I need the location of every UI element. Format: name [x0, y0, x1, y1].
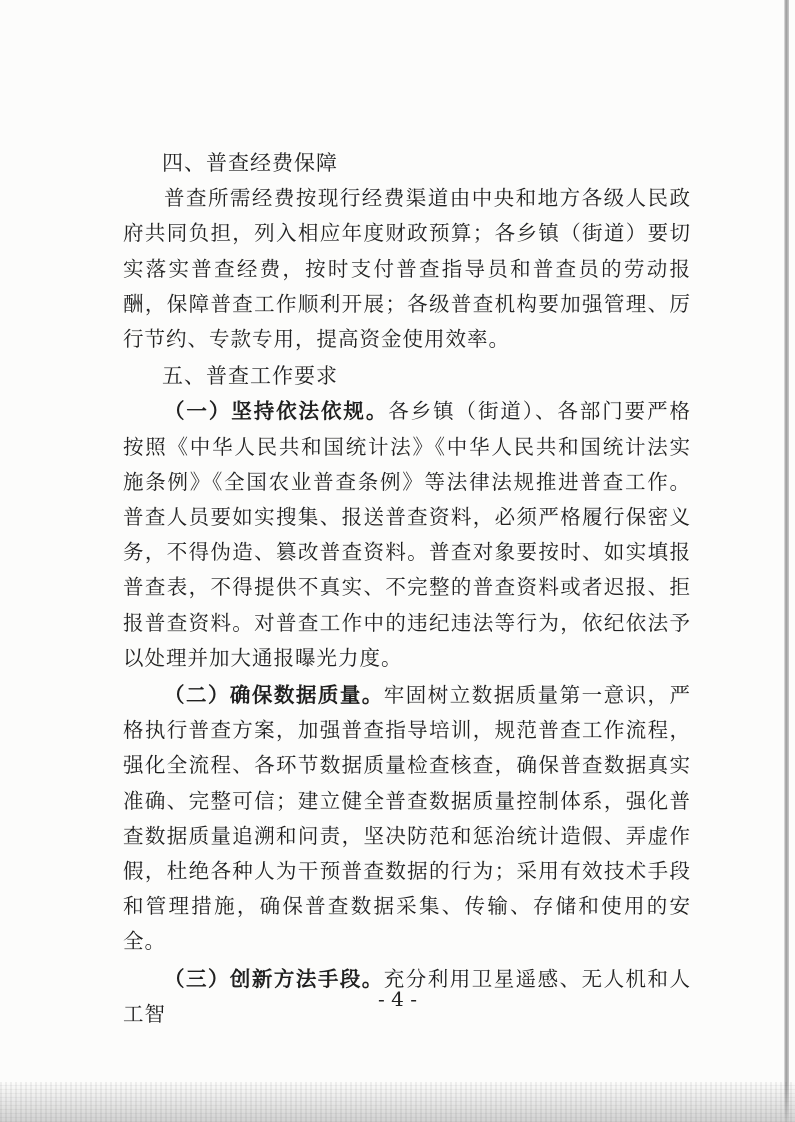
requirement-item-3-text: 充分利用卫星遥感、无人机和人工智 [123, 966, 692, 1026]
requirement-item-2-text: 牢固树立数据质量第一意识，严格执行普查方案，加强普查指导培训，规范普查工作流程，强化全流程、各环节数据质量检查核查，确保普查数据真实准确、完整可信；建立健全普查数据质量控制体系，强化普查数据质量追溯和问责，坚决防范和惩治统计造假、弄虚作假，杜绝各种人为干预普查数据的行为；采用有效技术手段和管理措施，确保普查数据采集、传输、存储和使用的安全。 [123, 683, 692, 954]
section-5-heading: 五、普查工作要求 [162, 364, 338, 389]
page-number: - 4 - [378, 987, 417, 1011]
requirement-item-1-text: 各乡镇（街道）、各部门要严格按照《中华人民共和国统计法》《中华人民共和国统计法实施条例》《全国农业普查条例》等法律法规推进普查工作。普查人员要如实搜集、报送普查资料，必须严格履行保密义务，不得伪造、篡改普查资料。普查对象要按时、如实填报普查表，不得提供不真实、不完整的普查资料或者迟报、拒报普查资料。对普查工作中的违纪违法等行为，依纪依法予以处理并加大通报曝光力度。 [123, 399, 692, 670]
requirement-item-2 [123, 678, 691, 960]
requirement-item-1 [123, 394, 691, 676]
document-body [123, 146, 691, 1032]
scan-page-edge [784, 0, 789, 1122]
section-4-paragraph: 普查所需经费按现行经费渠道由中央和地方各级人民政府共同负担，列入相应年度财政预算；各乡镇（街道）要切实落实普查经费，按时支付普查指导员和普查员的劳动报酬，保障普查工作顺利开展；各级普查机构要加强管理、厉行节约、专款专用，提高资金使用效率。 [123, 186, 691, 352]
requirement-item-2-lead: （二）确保数据质量。 [164, 683, 384, 708]
requirement-item-1-lead: （一）坚持依法依规。 [164, 399, 389, 424]
scan-noise-strip [0, 1082, 795, 1122]
section-4-heading: 四、普查经费保障 [162, 151, 338, 175]
requirement-item-3-lead: （三）创新方法手段。 [164, 966, 384, 991]
